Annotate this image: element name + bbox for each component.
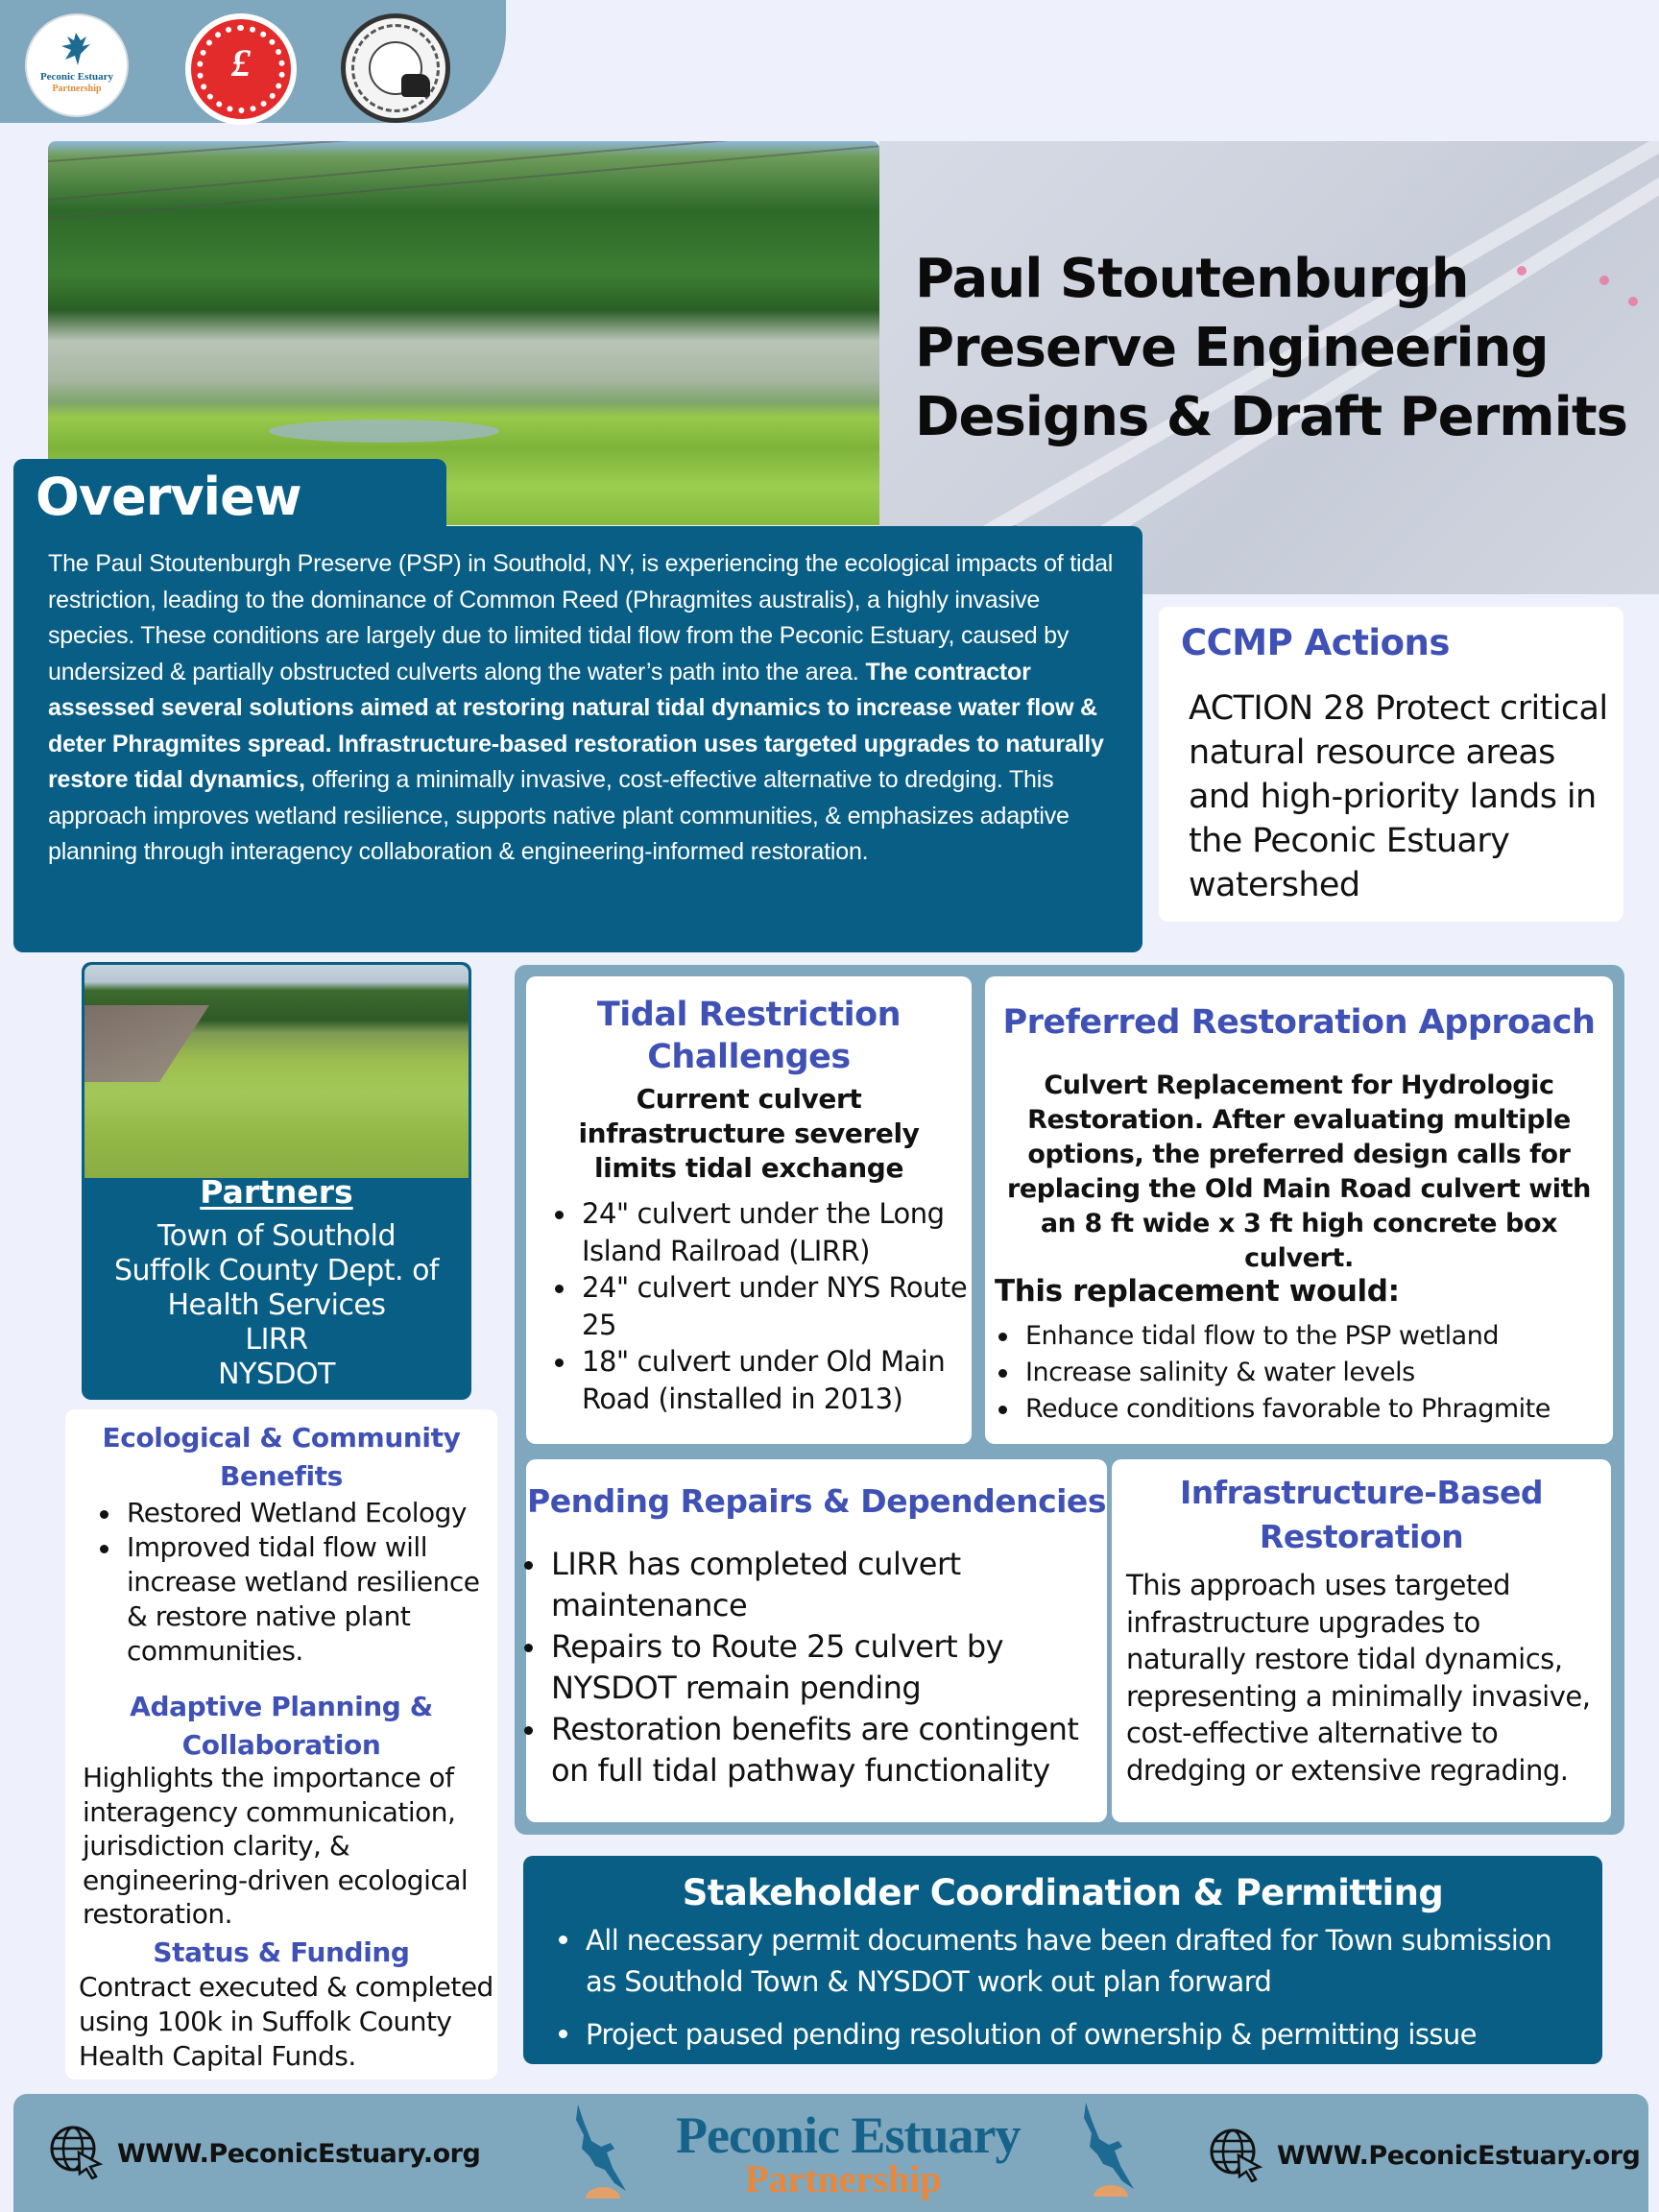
overview-text [48,546,1123,871]
peconic-estuary-logo [25,13,129,117]
replacement-would-label: This replacement would: [995,1274,1400,1309]
title-line: Preserve Engineering [915,317,1549,379]
website-link-left[interactable]: WWW.PeconicEstuary.org [117,2139,481,2169]
infrastructure-text: This approach uses targeted infrastructure upgrades to naturally restore tidal dynamics, representing a minimally invasive, cost-effective alternative to dredging or extensive regrading. [1126,1569,1591,1787]
title-line: Paul Stoutenburgh [915,248,1469,310]
pep-footer-logo-subtext: Partnership [745,2157,942,2200]
partners-list [82,1219,471,1392]
benefit-item: Restored Wetland Ecology [90,1496,484,1530]
details-frame [515,965,1624,1835]
railroad-embankment [84,1005,209,1082]
overview-text-conclusion: offering a minimally invasive, cost-effective alternative to dredging. This approach improves wetland resilience, supports native plant communities, & emphasizes adaptive planning through interagency collaboration & engineering-informed restoration. [48,766,1070,865]
globe-cursor-icon [48,2124,104,2179]
culvert-item: 18" culvert under Old Main Road (installed in 2013) [545,1343,968,1417]
tidal-subtitle: Current culvert infrastructure severely limits tidal exchange [578,1083,920,1184]
overview-text-bold: The contractor assessed several solutions aimed at restoring natural tidal dynamics to increase water flow & deter Phragmites spread. Infrastructure-based restoration uses targeted upgrades to naturally restore tidal dynamics, [48,658,1104,793]
power-line [48,141,879,162]
status-funding-title: Status & Funding [153,1936,410,1968]
pep-logo-subtext: Partnership [52,84,102,94]
status-funding-text: Contract executed & completed using 100k in Suffolk County Health Capital Funds. [79,1971,493,2072]
culvert-site-photo [84,965,469,1178]
suffolk-county-seal [341,13,450,123]
pending-repairs-card [526,1459,1107,1822]
adaptive-planning-text: Highlights the importance of interagency communication, jurisdiction clarity, & engineering-driven ecological restoration. [83,1762,469,1930]
title-line: Designs & Draft Permits [915,386,1627,448]
replacement-benefits-list [989,1318,1603,1428]
overview-text-intro: The Paul Stoutenburgh Preserve (PSP) in Southold, NY, is experiencing the ecological impacts of tidal restriction, leading to the dominance of Common Reed (Phragmites australis), a highly invasive species. These conditions are largely due to limited tidal flow from the Peconic Estuary, caused by undersized & partially obstructed culverts along the water’s path into the area. [48,550,1114,685]
pep-logo-text: Peconic Estuary [39,71,114,83]
preferred-summary: Culvert Replacement for Hydrologic Restoration. After evaluating multiple options, the preferred design calls for replacing the Old Main Road culvert with an 8 ft wide x 3 ft high concrete box culvert. [1006,1070,1591,1273]
partner-item: Town of Southold [156,1219,397,1253]
eagle-icon [1080,2101,1142,2197]
logo-strip [0,0,506,123]
replacement-benefit-item: Reduce conditions favorable to Phragmite [989,1391,1603,1428]
pound-glyph-icon: £ [231,41,251,84]
pending-item: LIRR has completed culvert maintenance [515,1544,1100,1626]
replacement-benefit-item: Enhance tidal flow to the PSP wetland [989,1318,1603,1355]
ccmp-body: ACTION 28 Protect critical natural resource areas and high-priority lands in the Peconic Estuary watershed [1189,689,1608,904]
pep-footer-logo-text: Peconic Estuary [676,2106,1021,2164]
eagle-icon [572,2103,634,2199]
partner-item: Suffolk County Dept. of [113,1254,439,1287]
tidal-list [545,1195,968,1417]
seal-inner [369,41,422,95]
pending-item: Restoration benefits are contingent on full tidal pathway functionality [515,1709,1100,1791]
marsh-pool [269,420,499,443]
ccmp-title: CCMP Actions [1181,622,1450,663]
benefits-title: Ecological & Community Benefits [102,1422,461,1492]
stakeholder-item: All necessary permit documents have been drafted for Town submission as Southold Town & NYSDOT work out plan forward [549,1920,1586,2003]
benefits-list [90,1496,484,1669]
culvert-item: 24" culvert under NYS Route 25 [545,1269,968,1343]
preferred-title: Preferred Restoration Approach [1002,1003,1596,1042]
stakeholder-list [549,1920,1586,2067]
pending-item: Repairs to Route 25 culvert by NYSDOT remain pending [515,1626,1100,1709]
culvert-item: 24" culvert under the Long Island Railroad (LIRR) [545,1195,968,1269]
partners-title: Partners [200,1173,353,1211]
website-link-right[interactable]: WWW.PeconicEstuary.org [1277,2141,1641,2171]
page-title [915,245,1645,452]
eagle-icon [60,31,92,67]
infrastructure-title: Infrastructure-Based Restoration [1179,1474,1544,1555]
partner-item: NYSDOT [218,1358,335,1391]
tidal-title: Tidal Restriction Challenges [596,996,902,1076]
power-line [48,143,879,220]
stakeholder-title: Stakeholder Coordination & Permitting [682,1872,1444,1913]
partner-item: Health Services [167,1288,386,1322]
town-of-southold-seal [185,13,297,125]
pending-list [515,1544,1100,1791]
benefit-item: Improved tidal flow will increase wetland resilience & restore native plant communities. [90,1530,484,1669]
tidal-restriction-card [526,976,972,1444]
preferred-approach-card [985,976,1613,1444]
overview-heading: Overview [36,467,301,527]
pending-title: Pending Repairs & Dependencies [527,1482,1106,1520]
benefits-card [65,1409,497,2080]
replacement-benefit-item: Increase salinity & water levels [989,1355,1603,1391]
globe-cursor-icon [1208,2127,1263,2182]
adaptive-planning-title: Adaptive Planning & Collaboration [130,1691,433,1761]
power-line [48,141,879,201]
partner-item: LIRR [245,1323,308,1357]
ox-icon [401,74,430,97]
stakeholder-item: Project paused pending resolution of ownership & permitting issue [549,2014,1586,2056]
infrastructure-restoration-card [1112,1459,1611,1822]
